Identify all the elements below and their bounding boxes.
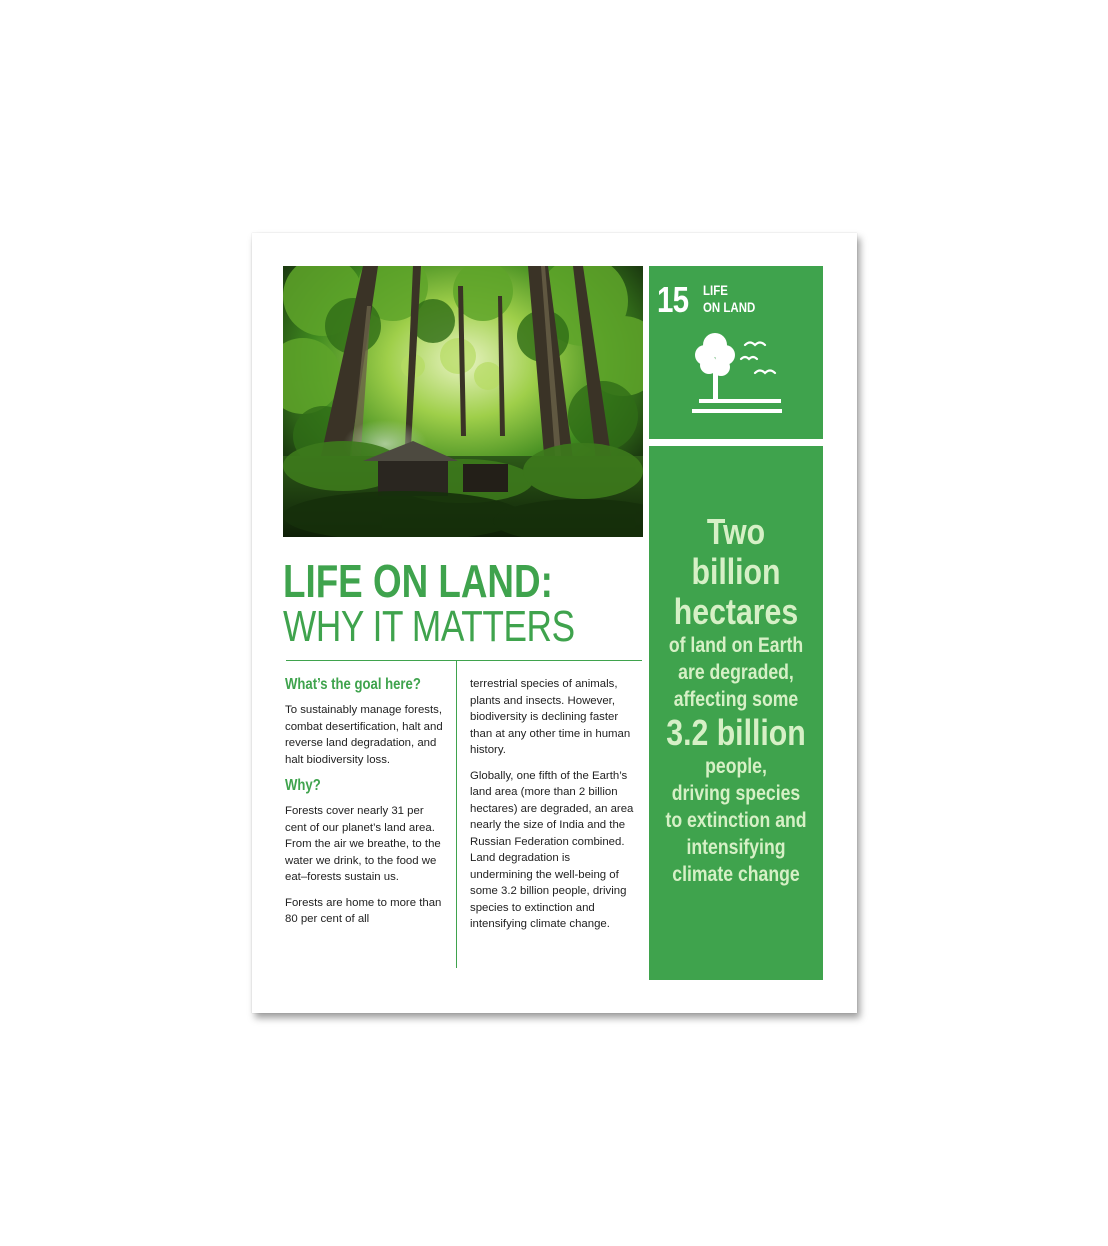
species-paragraph: terrestrial species of animals, plants and insects. However, biodiversity is declining faster than at any other time in human history. — [470, 678, 631, 756]
column-divider — [456, 661, 457, 968]
stat-headline-2: hectares — [673, 591, 799, 632]
stat-line-1: of land on Earth — [668, 634, 804, 657]
sdg-15-tile — [649, 266, 823, 439]
stat-line-7: intensifying — [686, 836, 786, 859]
fact-sheet-page — [252, 233, 857, 1013]
goal-name-line1: LIFE — [703, 282, 728, 298]
title-divider — [286, 660, 642, 661]
stat-line-3: affecting some — [673, 688, 799, 711]
stat-line-2: are degraded, — [678, 661, 794, 684]
why-paragraph-1: Forests cover nearly 31 per cent of our planet’s land area. From the air we breathe, to the water we drink, to the food we eat–forests sustain us. — [285, 805, 441, 883]
title-line-1: LIFE ON LAND: — [283, 555, 553, 607]
tree-birds-icon — [687, 329, 785, 424]
stat-headline-3: 3.2 billion — [666, 712, 806, 753]
stat-line-4: people, — [705, 755, 767, 778]
forest-canopy-photo — [283, 266, 643, 537]
page-title — [283, 555, 575, 651]
goal-name-line2: ON LAND — [703, 299, 756, 315]
title-line-2: WHY IT MATTERS — [283, 602, 575, 651]
degradation-paragraph: Globally, one fifth of the Earth’s land area (more than 2 billion hectares) are degraded, an area nearly the size of India and the Russian Federation combined. Land degradation is undermining the well-being of some 3.2 billion people, driving species to extinction and intensifying climate change. — [470, 769, 634, 930]
goal-paragraph: To sustainably manage forests, combat desertification, halt and reverse land degradation, and halt biodiversity loss. — [285, 704, 443, 766]
why-heading: Why? — [285, 777, 321, 794]
right-column — [470, 676, 635, 942]
goal-heading: What’s the goal here? — [285, 676, 421, 693]
stat-line-8: climate change — [672, 863, 800, 886]
why-paragraph-2: Forests are home to more than 80 per cent of all — [285, 896, 442, 925]
left-column — [285, 676, 445, 937]
statistic-box — [649, 446, 823, 980]
goal-number: 15 — [657, 279, 689, 320]
stat-headline-1: Two billion — [691, 511, 781, 592]
stat-line-6: to extinction and — [665, 809, 807, 832]
stat-line-5: driving species — [671, 782, 801, 805]
goal-name — [703, 282, 755, 316]
